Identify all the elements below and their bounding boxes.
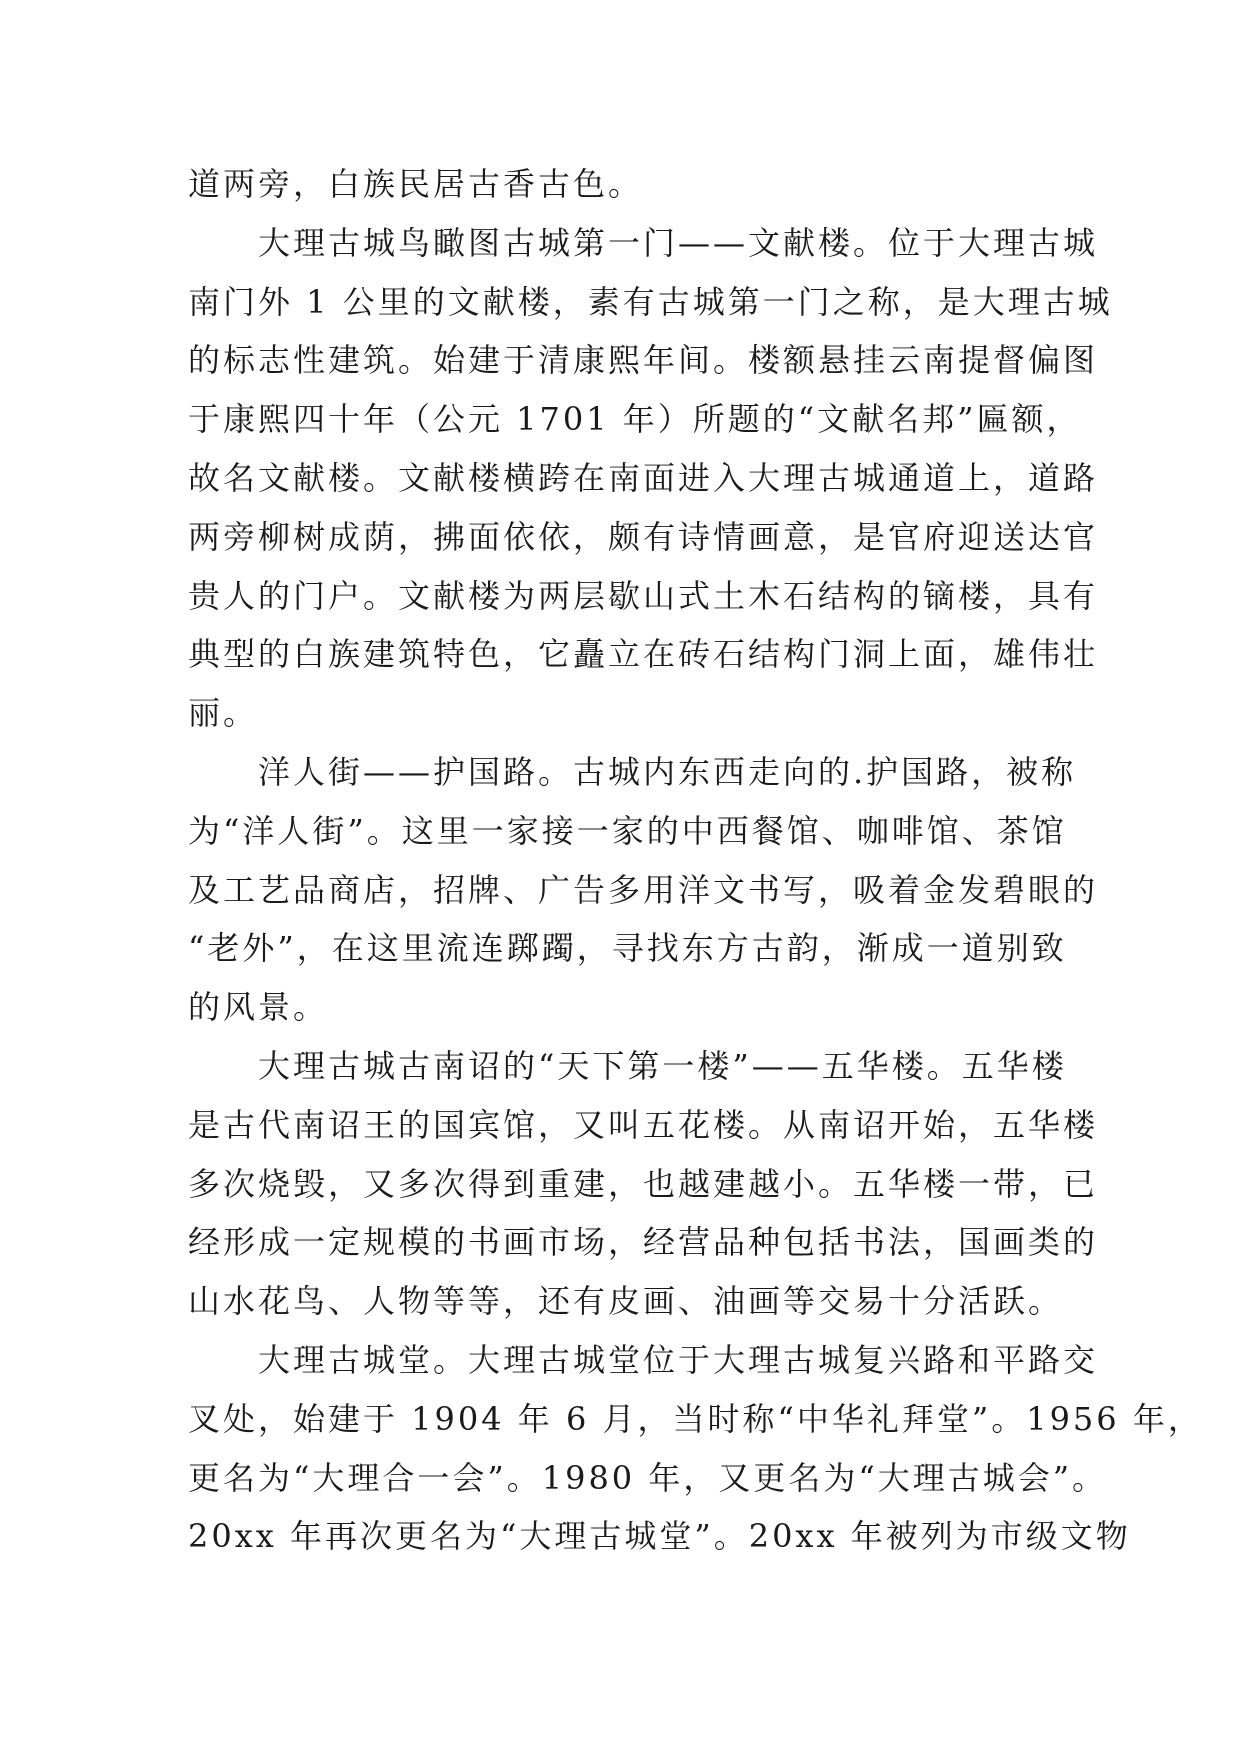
text-line: 叉处，始建于 1904 年 6 月，当时称“中华礼拜堂”。1956 年， (188, 1399, 1203, 1438)
text-line: 及工艺品商店，招牌、广告多用洋文书写，吸着金发碧眼的 (188, 870, 1099, 909)
paragraph-start-line: 大理古城鸟瞰图古城第一门——文献楼。位于大理古城 (258, 223, 1099, 262)
text-line: 贵人的门户。文献楼为两层歇山式土木石结构的镝楼，具有 (188, 576, 1099, 615)
text-line: 经形成一定规模的书画市场，经营品种包括书法，国画类的 (188, 1223, 1099, 1262)
text-line: 多次烧毁，又多次得到重建，也越建越小。五华楼一带，已 (188, 1164, 1099, 1203)
text-line: 20xx 年再次更名为“大理古城堂”。20xx 年被列为市级文物 (188, 1517, 1131, 1556)
paragraph-start-line: 大理古城古南诏的“天下第一楼”——五华楼。五华楼 (258, 1046, 1067, 1085)
text-line: 于康熙四十年（公元 1701 年）所题的“文献名邦”匾额， (188, 400, 1082, 439)
paragraph-start-line: 洋人街——护国路。古城内东西走向的.护国路，被称 (258, 752, 1077, 791)
text-line: 是古代南诏王的国宾馆，又叫五花楼。从南诏开始，五华楼 (188, 1105, 1099, 1144)
text-line: 两旁柳树成荫，拂面依依，颇有诗情画意，是官府迎送达官 (188, 517, 1099, 556)
text-line: 故名文献楼。文献楼横跨在南面进入大理古城通道上，道路 (188, 458, 1099, 497)
text-line: 道两旁，白族民居古香古色。 (188, 165, 644, 203)
text-line: 丽。 (188, 694, 259, 733)
paragraph-start-line: 大理古城堂。大理古城堂位于大理古城复兴路和平路交 (258, 1340, 1099, 1379)
text-line: 的风景。 (188, 988, 329, 1027)
text-line: 山水花鸟、人物等等，还有皮画、油画等交易十分活跃。 (188, 1282, 1064, 1321)
body-text (188, 155, 1203, 1566)
text-line: 的标志性建筑。始建于清康熙年间。楼额悬挂云南提督偏图 (188, 341, 1099, 380)
text-line: 典型的白族建筑特色，它矗立在砖石结构门洞上面，雄伟壮 (188, 635, 1099, 674)
text-line: 为“洋人街”。这里一家接一家的中西餐馆、咖啡馆、茶馆 (188, 811, 1067, 850)
text-line: 南门外 1 公里的文献楼，素有古城第一门之称，是大理古城 (188, 282, 1113, 321)
text-line: “老外”，在这里流连踯躅，寻找东方古韵，渐成一道别致 (188, 929, 1067, 968)
text-line: 更名为“大理合一会”。1980 年，又更名为“大理古城会”。 (188, 1458, 1108, 1497)
